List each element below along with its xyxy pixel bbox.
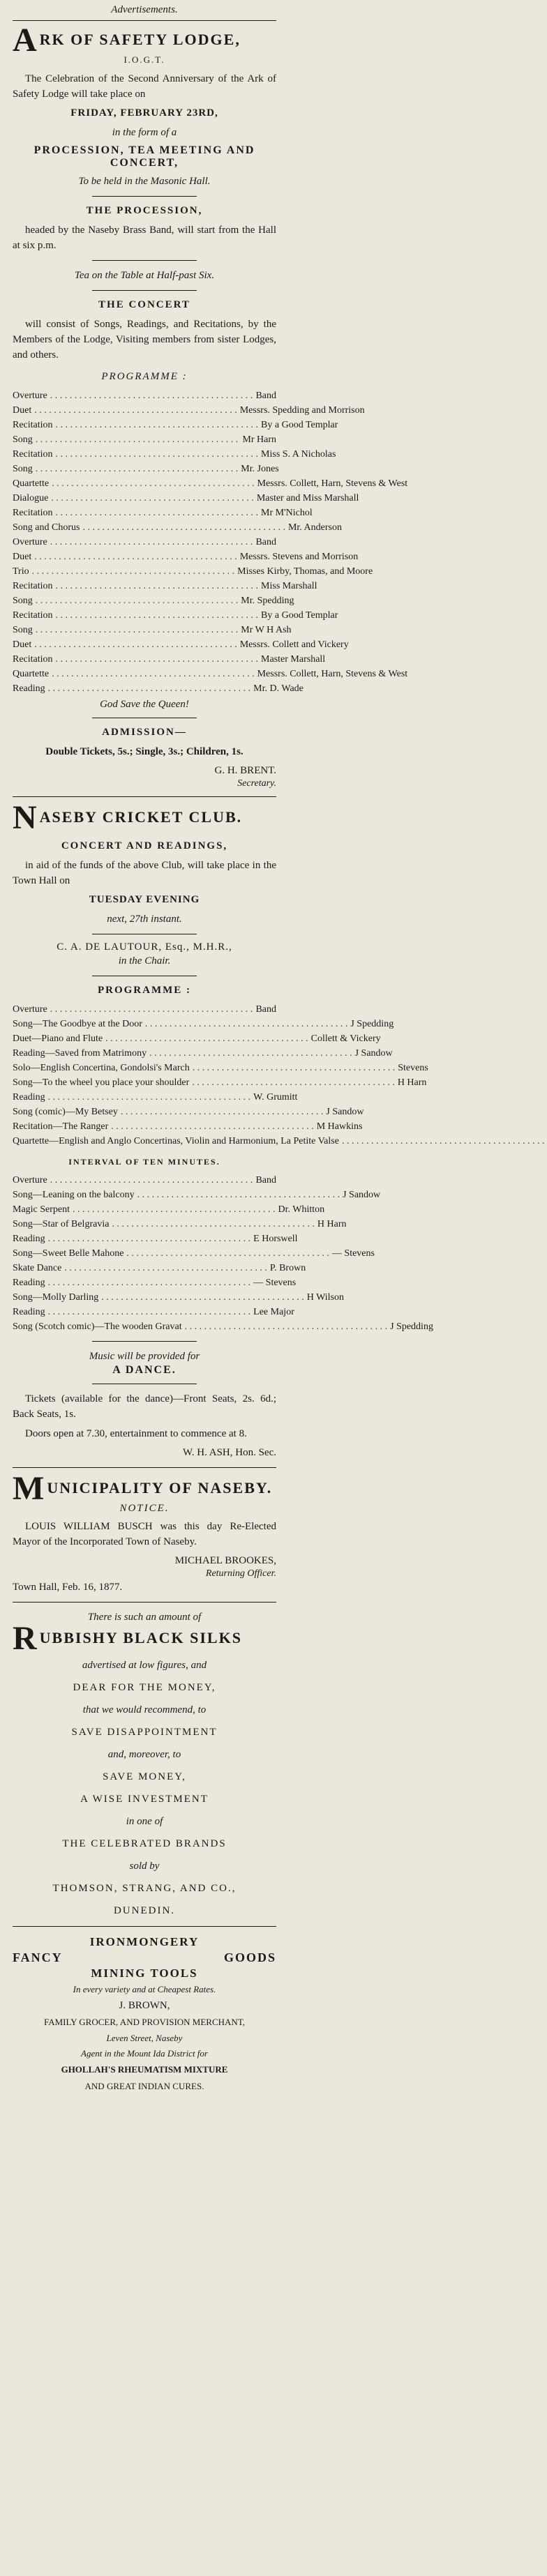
cricket-chair: C. A. DE LAUTOUR, Esq., M.H.R.,	[57, 941, 232, 953]
silks-line: THE CELEBRATED BRANDS	[62, 1838, 227, 1849]
divider	[92, 260, 197, 261]
municipality-signature: MICHAEL BROOKES,	[174, 1555, 276, 1566]
leader-dots: . . . . . . . . . . . . . . . . . . . . . . . . . . . . . . . . . . . . . . . . . .	[47, 1278, 251, 1288]
programme-performer: Miss Marshall	[261, 581, 317, 591]
programme-item: Overture	[13, 1004, 47, 1015]
ark-concert-heading: THE CONCERT	[98, 299, 190, 310]
leader-dots: . . . . . . . . . . . . . . . . . . . . . . . . . . . . . . . . . . . . . . . . . .	[50, 1004, 253, 1015]
programme-row	[13, 432, 276, 447]
programme-performer: Messrs. Collett, Harn, Stevens & West	[257, 669, 408, 679]
cricket-club-advert	[13, 799, 545, 1460]
leader-dots: . . . . . . . . . . . . . . . . . . . . . . . . . . . . . . . . . . . . . . . . . .	[55, 581, 259, 591]
programme-performer: W. Grumitt	[253, 1092, 298, 1103]
programme-performer: Collett & Vickery	[310, 1033, 381, 1044]
leader-dots: . . . . . . . . . . . . . . . . . . . . . . . . . . . . . . . . . . . . . . . . . .	[34, 552, 237, 562]
programme-performer: Dr. Whitton	[278, 1204, 325, 1215]
programme-row	[13, 1119, 363, 1134]
municipality-signature-role: Returning Officer.	[205, 1568, 276, 1579]
cricket-tickets: Tickets (available for the dance)—Front Seats, 2s. 6d.; Back Seats, 1s.	[13, 1393, 276, 1420]
programme-performer: Messrs. Stevens and Morrison	[239, 552, 359, 562]
programme-row	[13, 1305, 294, 1319]
programme-item: Song	[13, 434, 33, 445]
iron-word2: FANCY	[13, 1950, 63, 1964]
leader-dots: . . . . . . . . . . . . . . . . . . . . . . . . . . . . . . . . . . . . . . . . . .	[55, 449, 259, 460]
programme-performer: Misses Kirby, Thomas, and Moore	[237, 566, 373, 577]
programme-row	[13, 608, 338, 623]
ark-intro-block	[13, 71, 276, 102]
iron-row	[13, 1950, 276, 1965]
leader-dots: . . . . . . . . . . . . . . . . . . . . . . . . . . . . . . . . . . . . . . . . . .	[192, 1077, 395, 1088]
cricket-intro: in aid of the funds of the above Club, will take place in the Town Hall on	[13, 860, 276, 886]
leader-dots: . . . . . . . . . . . . . . . . . . . . . . . . . . . . . . . . . . . . . . . . . .	[184, 1321, 388, 1332]
leader-dots: . . . . . . . . . . . . . . . . . . . . . . . . . . . . . . . . . . . . . . . . . .	[111, 1121, 314, 1132]
municipality-text: LOUIS WILLIAM BUSCH was this day Re-Elected Mayor of the Incorporated Town of Naseby.	[13, 1521, 276, 1547]
programme-row	[13, 1173, 276, 1188]
silks-line: A WISE INVESTMENT	[80, 1794, 209, 1805]
leader-dots: . . . . . . . . . . . . . . . . . . . . . . . . . . . . . . . . . . . . . . . . . .	[126, 1248, 329, 1259]
programme-row	[13, 1090, 298, 1105]
programme-row	[13, 579, 317, 593]
programme-performer: — Stevens	[331, 1248, 375, 1259]
programme-row	[13, 1046, 393, 1061]
cricket-programme-heading: PROGRAMME :	[97, 985, 192, 996]
municipality-title-rest: UNICIPALITY OF NASEBY.	[47, 1479, 273, 1497]
programme-row	[13, 1031, 381, 1046]
leader-dots: . . . . . . . . . . . . . . . . . . . . . . . . . . . . . . . . . . . . . . . . . .	[35, 596, 239, 606]
programme-performer: Miss S. A Nicholas	[261, 449, 336, 460]
iron-trade: FAMILY GROCER, AND PROVISION MERCHANT,	[43, 2017, 246, 2027]
cricket-programme-part2	[13, 1173, 433, 1334]
silks-line: sold by	[129, 1861, 160, 1872]
programme-item: Overture	[13, 1175, 47, 1185]
leader-dots: . . . . . . . . . . . . . . . . . . . . . . . . . . . . . . . . . . . . . . . . . .	[192, 1063, 396, 1073]
iron-word3: GOODS	[223, 1950, 276, 1964]
programme-performer: Band	[255, 1175, 277, 1185]
cricket-programme-part1	[13, 1002, 545, 1149]
programme-item: Song	[13, 625, 33, 635]
programme-row	[13, 1002, 276, 1017]
ark-title-rest: RK OF SAFETY LODGE,	[39, 31, 241, 48]
leader-dots: . . . . . . . . . . . . . . . . . . . . . . . . . . . . . . . . . . . . . . . . . .	[51, 493, 254, 503]
ark-title-capital: A	[13, 22, 37, 59]
programme-row	[13, 681, 304, 696]
programme-performer: Band	[255, 1004, 277, 1015]
programme-item: Dialogue	[13, 493, 49, 503]
programme-performer: J Spedding	[390, 1321, 433, 1332]
programme-row	[13, 476, 408, 491]
section-divider	[13, 796, 276, 797]
iron-street: Leven Street, Naseby	[106, 2033, 183, 2043]
silks-title-capital: R	[13, 1620, 37, 1657]
programme-performer: P. Brown	[269, 1263, 306, 1273]
programme-performer: Mr. D. Wade	[253, 683, 304, 694]
programme-row	[13, 1188, 381, 1202]
leader-dots: . . . . . . . . . . . . . . . . . . . . . . . . . . . . . . . . . . . . . . . . . .	[34, 639, 237, 650]
programme-performer: By a Good Templar	[261, 420, 338, 430]
programme-item: Reading	[13, 1278, 45, 1288]
programme-item: Song—Sweet Belle Mahone	[13, 1248, 124, 1259]
cricket-date2: next, 27th instant.	[107, 914, 182, 925]
programme-row	[13, 1217, 347, 1232]
leader-dots: . . . . . . . . . . . . . . . . . . . . . . . . . . . . . . . . . . . . . . . . . .	[112, 1219, 315, 1229]
programme-performer: Mr W H Ash	[241, 625, 292, 635]
ark-concert-text: will consist of Songs, Readings, and Recitations, by the Members of the Lodge, Visiting members from sister Lodges, and others.	[13, 319, 276, 361]
ark-tea-text: Tea on the Table at Half-past Six.	[74, 270, 215, 281]
leader-dots: . . . . . . . . . . . . . . . . . . . . . . . . . . . . . . . . . . . . . . . . . .	[47, 1234, 251, 1244]
ark-signature: G. H. BRENT.	[214, 765, 276, 776]
silks-line: in one of	[126, 1816, 163, 1827]
iron-name: J. BROWN,	[119, 2000, 170, 2011]
ark-programme-list	[13, 388, 408, 696]
leader-dots: . . . . . . . . . . . . . . . . . . . . . . . . . . . . . . . . . . . . . . . . . .	[82, 522, 285, 533]
cricket-title-capital: N	[13, 799, 37, 836]
ark-venue: To be held in the Masonic Hall.	[78, 176, 211, 187]
leader-dots: . . . . . . . . . . . . . . . . . . . . . . . . . . . . . . . . . . . . . . . . . .	[73, 1204, 276, 1215]
programme-row	[13, 535, 276, 550]
programme-item: Duet—Piano and Flute	[13, 1033, 103, 1044]
leader-dots: . . . . . . . . . . . . . . . . . . . . . . . . . . . . . . . . . . . . . . . . . .	[47, 1092, 251, 1103]
section-divider	[13, 1602, 276, 1603]
silks-line: THOMSON, STRANG, AND CO.,	[52, 1883, 237, 1894]
programme-item: Overture	[13, 391, 47, 401]
ark-form-line: in the form of a	[112, 127, 177, 138]
programme-row	[13, 1275, 297, 1290]
divider	[92, 1341, 197, 1342]
leader-dots: . . . . . . . . . . . . . . . . . . . . . . . . . . . . . . . . . . . . . . . . . .	[137, 1190, 340, 1200]
programme-performer: J Spedding	[350, 1019, 394, 1029]
ark-subtitle: I.O.G.T.	[123, 54, 165, 65]
programme-item: Duet	[13, 552, 32, 562]
leader-dots: . . . . . . . . . . . . . . . . . . . . . . . . . . . . . . . . . . . . . . . . . .	[101, 1292, 304, 1303]
programme-row	[13, 403, 365, 418]
ark-lodge-advert	[13, 22, 408, 789]
programme-item: Song	[13, 464, 33, 474]
leader-dots: . . . . . . . . . . . . . . . . . . . . . . . . . . . . . . . . . . . . . . . . . .	[55, 654, 259, 665]
programme-row	[13, 1017, 394, 1031]
ark-date: FRIDAY, FEBRUARY 23RD,	[70, 107, 218, 119]
iron-product2: AND GREAT INDIAN CURES.	[84, 2081, 204, 2091]
cricket-title	[13, 799, 276, 836]
programme-performer: Lee Major	[253, 1307, 294, 1317]
programme-row	[13, 506, 313, 520]
leader-dots: . . . . . . . . . . . . . . . . . . . . . . . . . . . . . . . . . . . . . . . . . .	[341, 1136, 545, 1146]
programme-performer: Messrs. Spedding and Morrison	[239, 405, 365, 416]
ark-admission: Double Tickets, 5s.; Single, 3s.; Children, 1s.	[45, 746, 243, 757]
leader-dots: . . . . . . . . . . . . . . . . . . . . . . . . . . . . . . . . . . . . . . . . . .	[144, 1019, 348, 1029]
iron-word1: IRONMONGERY	[89, 1935, 200, 1948]
leader-dots: . . . . . . . . . . . . . . . . . . . . . . . . . . . . . . . . . . . . . . . . . .	[120, 1107, 324, 1117]
programme-item: Reading	[13, 1234, 45, 1244]
programme-row	[13, 550, 359, 564]
municipality-text-block	[13, 1519, 276, 1550]
programme-row	[13, 1290, 345, 1305]
programme-item: Overture	[13, 537, 47, 547]
programme-row	[13, 388, 276, 403]
programme-row	[13, 520, 342, 535]
programme-row	[13, 418, 338, 432]
programme-item: Quartette—English and Anglo Concertinas, Violin and Harmonium, La Petite Valse	[13, 1136, 339, 1146]
leader-dots: . . . . . . . . . . . . . . . . . . . . . . . . . . . . . . . . . . . . . . . . . .	[52, 669, 255, 679]
leader-dots: . . . . . . . . . . . . . . . . . . . . . . . . . . . . . . . . . . . . . . . . . .	[34, 405, 237, 416]
municipality-place-date: Town Hall, Feb. 16, 1877.	[13, 1582, 123, 1593]
programme-row	[13, 637, 349, 652]
programme-row	[13, 652, 326, 667]
cricket-interval: INTERVAL OF TEN MINUTES.	[68, 1157, 220, 1167]
cricket-title-rest: ASEBY CRICKET CLUB.	[39, 808, 243, 826]
programme-performer: E Horswell	[253, 1234, 298, 1244]
programme-item: Song (Scotch comic)—The wooden Gravat	[13, 1321, 182, 1332]
programme-performer: Mr. Anderson	[287, 522, 342, 533]
programme-item: Reading	[13, 683, 45, 694]
ark-programme-heading: PROGRAMME :	[101, 371, 188, 382]
leader-dots: . . . . . . . . . . . . . . . . . . . . . . . . . . . . . . . . . . . . . . . . . .	[47, 683, 251, 694]
programme-performer: Master Marshall	[261, 654, 326, 665]
programme-performer: Mr. Jones	[241, 464, 279, 474]
leader-dots: . . . . . . . . . . . . . . . . . . . . . . . . . . . . . . . . . . . . . . . . . .	[55, 508, 259, 518]
municipality-title-capital: M	[13, 1470, 45, 1507]
programme-performer: H Harn	[317, 1219, 347, 1229]
ark-event: PROCESSION, TEA MEETING AND CONCERT,	[33, 144, 255, 169]
programme-item: Song and Chorus	[13, 522, 80, 533]
silks-title-rest: UBBISHY BLACK SILKS	[39, 1629, 242, 1646]
iron-word4: MINING TOOLS	[91, 1967, 198, 1980]
silks-line: advertised at low figures, and	[82, 1660, 207, 1671]
cricket-signature: W. H. ASH, Hon. Sec.	[182, 1447, 276, 1458]
ark-concert-block	[13, 317, 276, 363]
ark-procession-heading: THE PROCESSION,	[86, 205, 203, 216]
programme-item: Quartette	[13, 478, 50, 489]
programme-row	[13, 447, 336, 462]
divider	[92, 196, 197, 197]
programme-item: Reading	[13, 1092, 45, 1103]
cricket-chair2: in the Chair.	[118, 955, 171, 967]
leader-dots: . . . . . . . . . . . . . . . . . . . . . . . . . . . . . . . . . . . . . . . . . .	[52, 478, 255, 489]
ark-signature-role: Secretary.	[237, 778, 276, 789]
programme-row	[13, 1075, 427, 1090]
ark-procession-block	[13, 222, 276, 253]
leader-dots: . . . . . . . . . . . . . . . . . . . . . . . . . . . . . . . . . . . . . . . . . .	[50, 391, 253, 401]
masthead: Advertisements.	[13, 4, 276, 21]
programme-item: Recitation	[13, 610, 53, 621]
section-divider	[13, 1926, 276, 1927]
leader-dots: . . . . . . . . . . . . . . . . . . . . . . . . . . . . . . . . . . . . . . . . . .	[35, 434, 239, 445]
programme-item: Solo—English Concertina, Gondolsi's March	[13, 1063, 190, 1073]
silks-line: that we would recommend, to	[82, 1704, 207, 1715]
programme-row	[13, 623, 292, 637]
programme-row	[13, 1246, 375, 1261]
silks-title	[13, 1620, 276, 1657]
programme-performer: Mr M'Nichol	[261, 508, 313, 518]
programme-item: Skate Dance	[13, 1263, 62, 1273]
programme-item: Song—Molly Darling	[13, 1292, 99, 1303]
ark-intro: The Celebration of the Second Anniversary of the Ark of Safety Lodge will take place on	[13, 73, 276, 100]
programme-row	[13, 462, 279, 476]
cricket-head: CONCERT AND READINGS,	[61, 840, 228, 851]
silks-line: DUNEDIN.	[113, 1905, 176, 1916]
programme-row	[13, 1061, 428, 1075]
programme-row	[13, 1319, 433, 1334]
programme-performer: — Stevens	[253, 1278, 297, 1288]
programme-item: Song	[13, 596, 33, 606]
programme-item: Quartette	[13, 669, 50, 679]
silks-intro: There is such an amount of	[87, 1612, 202, 1623]
leader-dots: . . . . . . . . . . . . . . . . . . . . . . . . . . . . . . . . . . . . . . . . . .	[50, 537, 253, 547]
leader-dots: . . . . . . . . . . . . . . . . . . . . . . . . . . . . . . . . . . . . . . . . . .	[149, 1048, 352, 1059]
programme-item: Magic Serpent	[13, 1204, 70, 1215]
programme-item: Recitation	[13, 654, 53, 665]
programme-item: Recitation	[13, 581, 53, 591]
section-divider	[13, 1467, 276, 1468]
ark-title	[13, 22, 276, 59]
programme-performer: H Wilson	[306, 1292, 345, 1303]
programme-performer: Messrs. Collett, Harn, Stevens & West	[257, 478, 408, 489]
cricket-dance: A DANCE.	[112, 1364, 177, 1376]
iron-variety: In every variety and at Cheapest Rates.	[73, 1984, 216, 1994]
programme-row	[13, 564, 373, 579]
silks-line: SAVE DISAPPOINTMENT	[71, 1727, 218, 1738]
silks-lines	[13, 1657, 276, 1919]
silks-line: and, moreover, to	[107, 1749, 181, 1760]
programme-performer: H Harn	[397, 1077, 427, 1088]
ark-procession-text: headed by the Naseby Brass Band, will start from the Hall at six p.m.	[13, 225, 276, 251]
programme-item: Duet	[13, 405, 32, 416]
leader-dots: . . . . . . . . . . . . . . . . . . . . . . . . . . . . . . . . . . . . . . . . . .	[31, 566, 235, 577]
programme-item: Recitation—The Ranger	[13, 1121, 109, 1132]
programme-item: Recitation	[13, 449, 53, 460]
programme-item: Song—Leaning on the balcony	[13, 1190, 135, 1200]
programme-item: Duet	[13, 639, 32, 650]
programme-performer: Band	[255, 391, 277, 401]
leader-dots: . . . . . . . . . . . . . . . . . . . . . . . . . . . . . . . . . . . . . . . . . .	[64, 1263, 267, 1273]
leader-dots: . . . . . . . . . . . . . . . . . . . . . . . . . . . . . . . . . . . . . . . . . .	[35, 464, 239, 474]
programme-item: Recitation	[13, 420, 53, 430]
programme-performer: Stevens	[398, 1063, 428, 1073]
programme-row	[13, 491, 359, 506]
programme-item: Song—Star of Belgravia	[13, 1219, 110, 1229]
programme-performer: J Sandow	[326, 1107, 364, 1117]
programme-row	[13, 1232, 298, 1246]
silks-line: DEAR FOR THE MONEY,	[73, 1682, 216, 1693]
programme-performer: J Sandow	[354, 1048, 393, 1059]
leader-dots: . . . . . . . . . . . . . . . . . . . . . . . . . . . . . . . . . . . . . . . . . .	[47, 1307, 251, 1317]
programme-performer: Mr Harn	[242, 434, 276, 445]
ark-admission-heading: ADMISSION—	[102, 727, 187, 738]
programme-row	[13, 593, 294, 608]
programme-item: Reading	[13, 1307, 45, 1317]
programme-row	[13, 1105, 364, 1119]
ironmongery-advert	[13, 1934, 276, 2095]
leader-dots: . . . . . . . . . . . . . . . . . . . . . . . . . . . . . . . . . . . . . . . . . .	[35, 625, 239, 635]
leader-dots: . . . . . . . . . . . . . . . . . . . . . . . . . . . . . . . . . . . . . . . . . .	[55, 610, 259, 621]
cricket-tickets-block	[13, 1391, 276, 1441]
municipality-title	[13, 1470, 276, 1507]
iron-product: GHOLLAH'S RHEUMATISM MIXTURE	[61, 2064, 228, 2075]
cricket-doors: Doors open at 7.30, entertainment to commence at 8.	[25, 1428, 247, 1439]
programme-performer: Master and Miss Marshall	[256, 493, 359, 503]
divider	[92, 290, 197, 291]
cricket-intro-block	[13, 858, 276, 888]
leader-dots: . . . . . . . . . . . . . . . . . . . . . . . . . . . . . . . . . . . . . . . . . .	[50, 1175, 253, 1185]
cricket-date: TUESDAY EVENING	[89, 894, 200, 905]
programme-performer: J Sandow	[343, 1190, 381, 1200]
programme-item: Recitation	[13, 508, 53, 518]
programme-performer: Band	[255, 537, 277, 547]
programme-row	[13, 1261, 306, 1275]
programme-row	[13, 1202, 325, 1217]
municipality-advert	[13, 1470, 276, 1595]
iron-agent: Agent in the Mount Ida District for	[81, 2048, 208, 2059]
silks-line: SAVE MONEY,	[103, 1771, 186, 1782]
programme-row	[13, 667, 408, 681]
programme-performer: Messrs. Collett and Vickery	[239, 639, 349, 650]
cricket-music: Music will be provided for	[89, 1351, 200, 1362]
leader-dots: . . . . . . . . . . . . . . . . . . . . . . . . . . . . . . . . . . . . . . . . . .	[105, 1033, 308, 1044]
ark-finale: God Save the Queen!	[100, 699, 189, 710]
programme-row	[13, 1134, 545, 1149]
programme-performer: By a Good Templar	[261, 610, 338, 621]
leader-dots: . . . . . . . . . . . . . . . . . . . . . . . . . . . . . . . . . . . . . . . . . .	[55, 420, 259, 430]
programme-item: Trio	[13, 566, 29, 577]
programme-item: Song—To the wheel you place your shoulder	[13, 1077, 190, 1088]
programme-performer: Mr. Spedding	[241, 596, 294, 606]
municipality-notice: NOTICE.	[119, 1503, 170, 1514]
programme-item: Song—The Goodbye at the Door	[13, 1019, 142, 1029]
programme-performer: M Hawkins	[316, 1121, 363, 1132]
programme-item: Reading—Saved from Matrimony	[13, 1048, 147, 1059]
silks-advert	[13, 1609, 276, 1919]
programme-item: Song (comic)—My Betsey	[13, 1107, 118, 1117]
